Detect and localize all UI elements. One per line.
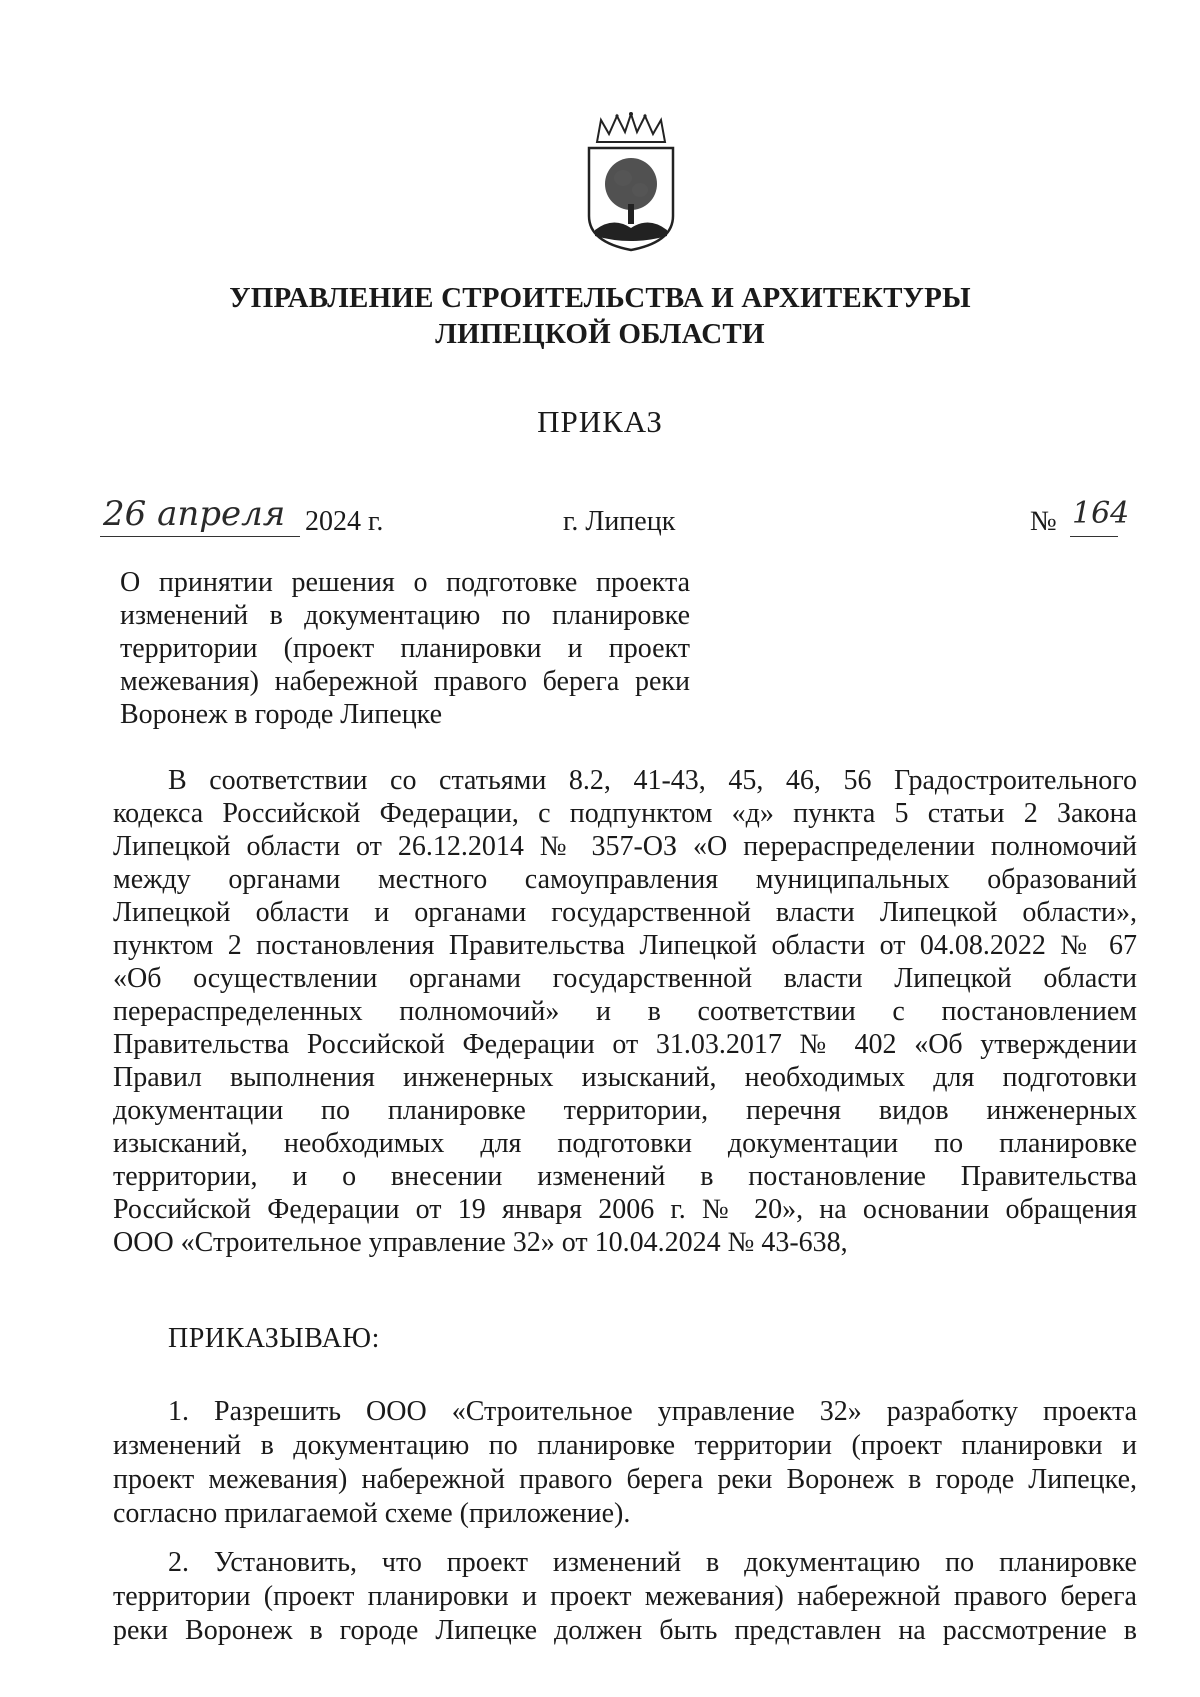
number-sign: № xyxy=(1030,506,1057,537)
coat-of-arms-emblem xyxy=(583,112,679,252)
preamble-line: документации по планировке территории, перечня видов инженерных xyxy=(113,1095,1137,1126)
preamble-line: В соответствии со статьями 8.2, 41-43, 45, 46, 56 Градостроительного xyxy=(168,765,1137,796)
preamble-line: между органами местного самоуправления муниципальных образований xyxy=(113,864,1137,895)
subject-line: Воронеж в городе Липецке xyxy=(120,699,443,730)
order-item-1 xyxy=(113,1395,1137,1531)
preamble-paragraph xyxy=(113,764,1137,1259)
document-type-title: ПРИКАЗ xyxy=(537,404,663,439)
date-year: 2024 г. xyxy=(305,506,384,537)
subject-line: территории (проект планировки и проект xyxy=(120,633,690,664)
document-subject xyxy=(120,566,690,731)
preamble-line: «Об осуществлении органами государственной власти Липецкой области xyxy=(113,963,1137,994)
preamble-line: изысканий, необходимых для подготовки документации по планировке xyxy=(113,1128,1137,1159)
handwritten-date: 26 апреля xyxy=(103,494,286,534)
preamble-line: пунктом 2 постановления Правительства Липецкой области от 04.08.2022 № 67 xyxy=(113,930,1137,961)
order-directive-word: ПРИКАЗЫВАЮ: xyxy=(168,1323,380,1354)
preamble-line: Правил выполнения инженерных изысканий, необходимых для подготовки xyxy=(113,1062,1137,1093)
subject-line: О принятии решения о подготовке проекта xyxy=(120,567,690,598)
organization-name-line1: УПРАВЛЕНИЕ СТРОИТЕЛЬСТВА И АРХИТЕКТУРЫ xyxy=(229,282,971,314)
preamble-line: Липецкой области от 26.12.2014 № 357-ОЗ «О перераспределении полномочий xyxy=(113,831,1137,862)
item-line: 1. Разрешить ООО «Строительное управление 32» разработку проекта xyxy=(168,1396,1137,1427)
item-line: изменений в документацию по планировке территории (проект планировки и xyxy=(113,1430,1137,1461)
item-line: реки Воронеж в городе Липецке должен быть представлен на рассмотрение в xyxy=(113,1615,1137,1646)
preamble-line: территории, и о внесении изменений в постановление Правительства xyxy=(113,1161,1137,1192)
organization-name-line2: ЛИПЕЦКОЙ ОБЛАСТИ xyxy=(435,318,765,350)
item-line: 2. Установить, что проект изменений в документацию по планировке xyxy=(168,1547,1137,1578)
date-underline xyxy=(100,536,300,537)
subject-line: межевания) набережной правого берега реки xyxy=(120,666,690,697)
preamble-line: Правительства Российской Федерации от 31.03.2017 № 402 «Об утверждении xyxy=(113,1029,1137,1060)
preamble-line: ООО «Строительное управление 32» от 10.04.2024 № 43-638, xyxy=(113,1227,848,1258)
preamble-line: кодекса Российской Федерации, с подпунктом «д» пункта 5 статьи 2 Закона xyxy=(113,798,1137,829)
subject-line: изменений в документацию по планировке xyxy=(120,600,690,631)
item-line: согласно прилагаемой схеме (приложение). xyxy=(113,1498,631,1529)
handwritten-number: 164 xyxy=(1072,496,1130,531)
preamble-line: перераспределенных полномочий» и в соответствии с постановлением xyxy=(113,996,1137,1027)
order-item-2 xyxy=(113,1546,1137,1648)
item-line: проект межевания) набережной правого берега реки Воронеж в городе Липецке, xyxy=(113,1464,1137,1495)
preamble-line: Липецкой области и органами государственной власти Липецкой области», xyxy=(113,897,1137,928)
number-underline xyxy=(1070,536,1118,537)
date-place-number-line xyxy=(0,494,1200,548)
preamble-line: Российской Федерации от 19 января 2006 г. № 20», на основании обращения xyxy=(113,1194,1137,1225)
city-name: г. Липецк xyxy=(563,506,676,537)
item-line: территории (проект планировки и проект межевания) набережной правого берега xyxy=(113,1581,1137,1612)
